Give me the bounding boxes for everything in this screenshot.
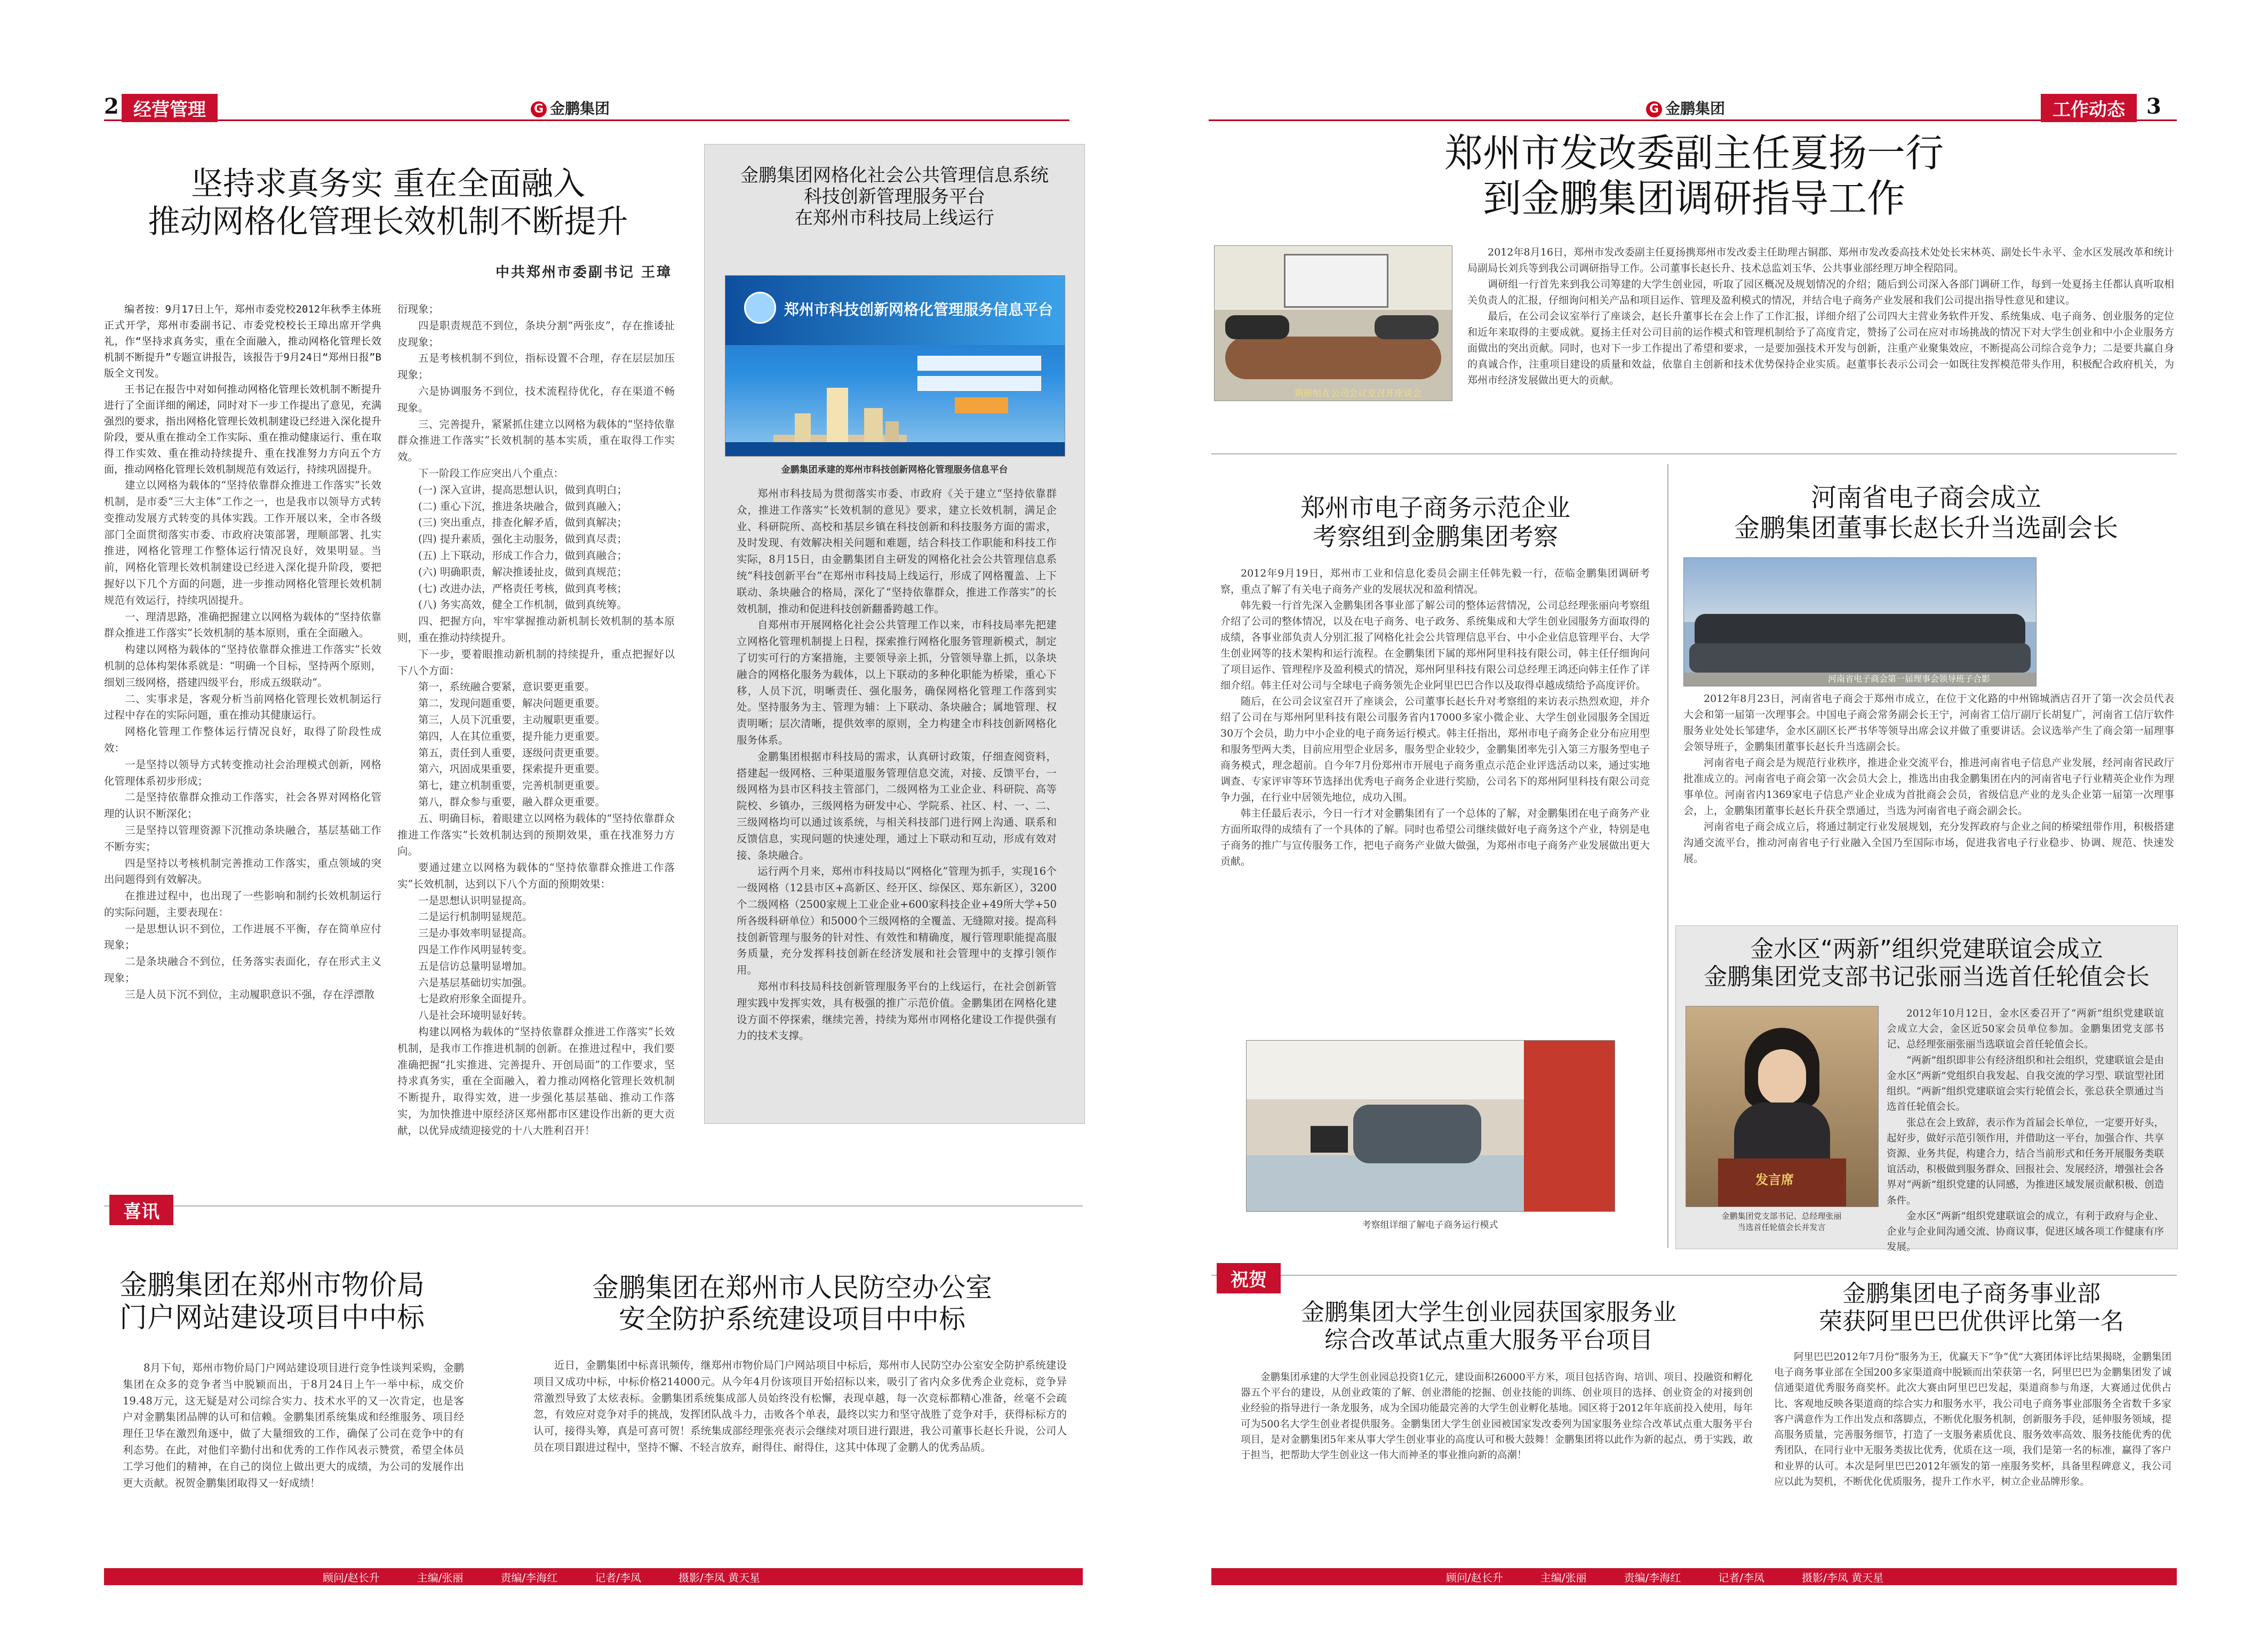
- zhuhe-a-body: [1241, 1370, 1753, 1556]
- ndrc-headline-line1: 郑州市发改委副主任夏扬一行: [1444, 131, 1944, 175]
- main-article-col2: [397, 301, 675, 1187]
- footer-credit: 主编/张丽: [417, 1571, 464, 1584]
- xixun-tag: 喜讯: [109, 1195, 173, 1225]
- main-headline-line2: 推动网格化管理长效机制不断提升: [148, 203, 628, 241]
- list2-item: 第七，建立机制重要，完善机制更重要。: [418, 779, 606, 792]
- ndrc-p2: 调研组一行首先来到我公司筹建的大学生创业园，听取了园区概况及规划情况的介绍；随后到公司深入各部门调研工作，每到一处夏扬主任都认真听取相关负责人的汇报，仔细询问相关产品和项目运作、管理及盈利模式的情况，并结合电子商务产业发展和我们公司提出指导性意见和建议。: [1467, 278, 2174, 307]
- ndrc-headline-line2: 到金鹏集团调研指导工作: [1482, 175, 1905, 221]
- main-p11: 在推进过程中，也出现了一些影响和制约长效机制运行的实际问题，主要表现在：: [104, 890, 381, 918]
- col2-p9: 五、明确目标，着眼建立以网格为载体的“坚持依靠群众推进工作落实”长效机制达到的预期效果，重在找准努力方向。: [397, 812, 675, 858]
- left-logo: [531, 97, 610, 118]
- list1-item: (六) 明确职责，解决推诿扯皮，做到真规范；: [418, 565, 627, 578]
- ndrc-p3: 最后，在公司会议室举行了座谈会，赵长升董事长在会上作了工作汇报，详细介绍了公司四大主营业务软件开发、系统集成、电子商务、创业服务的定位和近年来取得的主要成就。夏扬主任对公司目前的运作模式和管理机制给予了高度肯定，赞扬了公司在应对市场挑战的情况下对大学生创业和中小企业服务方面做出的突出贡献。同时，也对下一步工作提出了希望和要求，一是要加强技术开发与创新，注重产业聚集效应，不断提高公司综合竞争力；二是要共赢自身的真诚合作，注重项目建设的质量和效益，依靠自主创新和技术优势保持企业实质。赵董事长表示公司会一如既往发挥模范带头作用，积极配合政府机关，为郑州市经济发展做出更大的贡献。: [1467, 310, 2174, 387]
- zhuhe-b-headline-line2: 荣获阿里巴巴优供评比第一名: [1819, 1307, 2124, 1335]
- ndrc-headline: [1294, 131, 2094, 221]
- left-page-number: 2: [104, 94, 119, 119]
- right-page-number: 3: [2146, 94, 2161, 119]
- speaker-caption: [1686, 1210, 1878, 1233]
- left-logo-text: 金鹏集团: [550, 100, 610, 117]
- zhuhe-b-paragraph: 阿里巴巴2012年7月份“服务为王，优赢天下”争“优”大赛团体评比结果揭晓，金鹏集团电子商务事业部在全国200多家渠道商中脱颖而出荣获第一名，阿里巴巴为金鹏集团发了诚信通渠道优秀服务商奖杯。此次大赛由阿里巴巴发起，渠道商参与角逐，大赛通过优供占比、客观地反映各渠道商的综合实力和服务水平，我公司电子商务事业部服务全省数千多家客户满意作为工作出发点和落脚点，不断优化服务机制，创新服务手段，延伸服务领域，提高服务质量，完善服务细节，打造了一支服务素质优良、服务效率高效、服务技能优秀的优秀团队，在同行业中无服务类拔比优秀，优质在这一项，我们是第一名的标准，赢得了客户和业界的认可。本次是阿里巴巴2012年颁发的第一座服务奖杯，具备里程碑意义，我公司应以此为契机，不断优化优质服务，提升工作水平，树立企业品牌形象。: [1774, 1352, 2171, 1488]
- list1-item: (八) 务实高效，健全工作机制，做到真统筹。: [418, 598, 627, 611]
- list1-item: (七) 改进办法，严格责任考核，做到真考核；: [418, 582, 627, 595]
- ec-headline: [1217, 493, 1654, 552]
- footer-credit: 主编/张丽: [1540, 1571, 1587, 1584]
- list3-item: 四是工作作风明显转变。: [418, 944, 533, 956]
- list3-item: 一是思想认识明显提高。: [418, 894, 533, 907]
- editor-note: 编者按：9月17日上午，郑州市委党校2012年秋季主体班正式开学，郑州市委副书记、市委党校校长王璋出席开学典礼，作“坚持求真务实，重在全面融入，推动网格化管理长效机制不断提升”专题宣讲报告，该报告于9月24日“郑州日报”B版全文刊发。: [104, 303, 381, 380]
- col2-p1: 衍现象；: [397, 303, 440, 315]
- right-mid-rule: [1211, 453, 2177, 454]
- photo-speaker-body: [1734, 1102, 1830, 1161]
- right-logo: [1646, 97, 1725, 118]
- list2-item: 第四，人在其位重要，提升能力更重要。: [418, 730, 606, 742]
- sidebar-headline-line3: 在郑州市科技局上线运行: [795, 207, 994, 229]
- jinshui-p1: 2012年10月12日，金水区委召开了“两新”组织党建联谊会成立大会，金区近50家会员单位参加。金鹏集团党支部书记、总经理张丽张丽当选联谊会首任轮值会长。: [1887, 1008, 2164, 1051]
- screenshot-login-input: [917, 356, 1041, 371]
- list2-item: 第三，人员下沉重要，主动履职更重要。: [418, 713, 606, 726]
- ndrc-body: [1467, 244, 2174, 442]
- henan-p2: 河南省电子商会是为规范行业秩序，推进企业交流平台，推进河南省电子信息产业发展，经河南省民政厅批准成立的。河南省电子商会第一次会员大会上，推选出由我金鹏集团在内的河南省电子行业精英企业作为理事单位。河南省内1369家电子信息产业企业成为首批商会会员，省级信息产业的龙头企业第一届第一次理事会，上，金鹏集团董事长赵长升获全票通过，当选为河南省电子商会副会长。: [1683, 757, 2174, 817]
- logo-g-icon: G: [1646, 101, 1662, 117]
- jinshui-box: [1675, 925, 2178, 1253]
- jinshui-p3: 张总在会上致辞，表示作为首届会长单位，一定要开好头，起好步，做好示范引领作用，并借助这一平台，加强合作、共享资源、业务共促，构建合力，结合当前形式和任务开展服务类联谊活动，积极做到服务群众、回报社会、发展经济，增强社会各界对“两新”组织党建的认同感，为推进区域发展贡献积极、创造条件。: [1887, 1117, 2164, 1206]
- list2-item: 第一，系统融合要紧，意识要更重要。: [418, 681, 595, 693]
- col2-p2: 四是职责规范不到位，条块分割“两张皮”，存在推诿扯皮现象；: [397, 319, 675, 348]
- photo-attendees-left: [1225, 315, 1289, 339]
- main-headline-line1: 坚持求真务实 重在全面融入: [190, 165, 586, 203]
- col2-p10: 要通过建立以网格为载体的“坚持依靠群众推进工作落实”长效机制，达到以下八个方面的预期效果：: [397, 861, 675, 890]
- jinshui-p4: 金水区“两新”组织党建联谊会的成立，有利于政府与企业、企业与企业间沟通交流、协商议事，促进区域各项工作健康有序发展。: [1887, 1210, 2164, 1253]
- xixun-a-headline-line1: 金鹏集团在郑州市物价局: [119, 1269, 425, 1301]
- speaker-photo: [1686, 1006, 1879, 1207]
- grid-system-sidebar: [704, 144, 1085, 1124]
- henan-headline-line1: 河南省电子商会成立: [1810, 483, 2041, 513]
- jinshui-headline-line2: 金鹏集团党支部书记张丽当选首任轮值会长: [1704, 963, 2150, 990]
- ec-p2: 韩先毅一行首先深入金鹏集团各事业部了解公司的整体运营情况，公司总经理张丽向考察组介绍了公司的整体情况，以及在电子商务、电子政务、系统集成和大学生创业园服务方面取得的成绩，各事业部负责人分别汇报了网格化社会公共管理信息平台、中小企业信息管理平台、大学生创业网等的技术架构和运行流程。在金鹏集团下属的郑州阿里科技有限公司，韩主任仔细询问了项目运作、管理程序及盈利模式的情况，郑州阿里科技有限公司总经理王鸿还向韩主任作了详细介绍。韩主任对公司与全球电子商务领先企业阿里巴巴合作以及取得卓越成绩给予高度评价。: [1220, 600, 1650, 692]
- footer-credit: 记者/李凤: [1718, 1571, 1764, 1584]
- xixun-b-headline: [501, 1272, 1083, 1335]
- main-p12: 一是思想认识不到位，工作进展不平衡，存在简单应付现象；: [104, 922, 381, 952]
- footer-credit: 责编/李海红: [500, 1571, 558, 1584]
- right-logo-text: 金鹏集团: [1665, 100, 1726, 117]
- photo-screen: [1284, 254, 1388, 308]
- list1-item: (五) 上下联动，形成工作合力，做到真融合；: [418, 549, 627, 562]
- sidebar-p5: 郑州市科技局科技创新管理服务平台的上线运行，在社会创新管理实践中发挥实效，具有极强的推广示范价值。金鹏集团在网格化建设方面不停探索，继续完善，持续为郑州市网格化建设工作提供强有力的技术支撑。: [737, 980, 1057, 1042]
- henan-photo-caption: 河南省电子商会第一届理事会领导班子合影: [1828, 674, 1991, 684]
- henan-headline: [1675, 483, 2177, 543]
- footer-credit: 记者/李凤: [595, 1571, 641, 1584]
- photo-speaker-face: [1758, 1049, 1806, 1105]
- ec-p3: 随后，在公司会议室召开了座谈会，公司董事长赵长升对考察组的来访表示热烈欢迎，并介绍了公司在与郑州阿里科技有限公司服务省内17000多家小微企业、大学生创业园服务全国近30万个会员，助力中小企业的电子商务运行模式。韩主任指出，郑州市电子商务企业分布应用型和服务型两大类，目前应用型企业居多，服务型企业较少，金鹏集团率先引入第三方服务型电子商务模式，理念超前。自今年7月份郑州市开展电子商务重点示范企业评选活动以来，通过实地调查、专家评审等环节选择出优秀电子商务企业进行奖励，公司名下的郑州阿里科技有限公司竞争力强，在行业中居领先地位，成功入围。: [1220, 696, 1650, 804]
- sidebar-body: [737, 486, 1057, 1115]
- footer-credit: 顾问/赵长升: [1446, 1571, 1503, 1584]
- main-p8: 二是坚持依靠群众推动工作落实，社会各界对网格化管理的认识不断深化；: [104, 791, 381, 820]
- ndrc-p1: 2012年8月16日，郑州市发改委副主任夏扬携郑州市发改委主任助理古铜郡、郑州市发改委高技术处处长宋林英、副处长牛永平、金水区发展改革和统计局副局长刘兵等到我公司调研指导工作。公司董事长赵长升、技术总监刘玉华、公共事业部经理万坤全程陪同。: [1467, 246, 2174, 275]
- screenshot-title: 郑州市科技创新网格化管理服务信息平台: [784, 301, 1053, 318]
- list3-item: 五是信访总量明显增加。: [418, 960, 533, 972]
- col2-p4: 六是协调服务不到位，技术流程待优化，存在渠道不畅现象。: [397, 385, 675, 414]
- henan-p1: 2012年8月23日，河南省电子商会于郑州市成立，在位于文化路的中州锦城酒店召开了第一次会员代表大会和第一届第一次理事会。中国电子商会常务副会长王宁，河南省工信厅副厅长胡复广，河南省工信厅软件服务业处处长邹建华，金水区副区长严书华等领导出席会议并做了重要讲话。会议选举产生了商会第一届理事会领导班子，金鹏集团董事长赵长升当选副会长。: [1683, 693, 2174, 753]
- main-p4: 构建以网格为载体的“坚持依靠群众推进工作落实”长效机制的总体构架体系就是：“明确一个目标，坚持两个原则，细划三级网格，搭建四级平台，形成五级联动”。: [104, 643, 381, 689]
- right-section-tag: 工作动态: [2041, 94, 2137, 122]
- jinshui-headline-line1: 金水区“两新”组织党建联谊会成立: [1750, 936, 2103, 963]
- list2-item: 第二，发现问题重要，解决问题更重要。: [418, 697, 606, 710]
- list3-item: 七是政府形象全面提升。: [418, 993, 533, 1005]
- photo-building: [1684, 558, 2036, 622]
- list2-item: 第六，巩固成果重要，探索提升更重要。: [418, 763, 606, 776]
- jinshui-p2: “两新”组织即非公有经济组织和社会组织，党建联谊会是由金水区“两新”党组织自我发起、自我交流的学习型、联谊型社团组织。“两新”组织党建联谊会实行轮值会长，张总获全票通过当选首任轮值会长。: [1887, 1054, 2164, 1113]
- col2-p7: 四、把握方向，牢牢掌握推动新机制长效机制的基本原则，重在推动持续提升。: [397, 615, 675, 644]
- ec-p4: 韩主任最后表示，今日一行才对金鹏集团有了一个总体的了解，对金鹏集团在电子商务产业方面所取得的成绩有了一个具体的了解。同时也希望公司继续做好电子商务这个产业，特别是电子商务的推广与宣传服务工作，把电子商务产业做大做强，为郑州市电子商务产业发展做出更大贡献。: [1220, 808, 1650, 868]
- photo-table: [1225, 337, 1441, 379]
- photo-red-wall: [1524, 1041, 1615, 1211]
- zhuhe-rule: [1211, 1275, 2177, 1276]
- main-p9: 三是坚持以管理资源下沉推动条块融合，基层基础工作不断夯实；: [104, 824, 381, 853]
- main-p5: 二、实事求是，客观分析当前网格化管理长效机制运行过程中存在的实际问题，重在推动其健康运行。: [104, 692, 381, 722]
- photo-visitors: [1353, 1105, 1481, 1163]
- zhuhe-b-headline: [1766, 1280, 2177, 1336]
- col2-p5: 三、完善提升，紧紧抓住建立以网格为载体的“坚持依靠群众推进工作落实”长效机制的基本实质，重在取得工作实效。: [397, 418, 675, 464]
- photo-group-row2: [1689, 643, 2031, 673]
- zhuhe-tag: 祝贺: [1217, 1263, 1281, 1293]
- left-section-tag: 经营管理: [122, 94, 218, 122]
- jinshui-body: [1887, 1006, 2164, 1253]
- screenshot-login-button: [955, 397, 1008, 413]
- list1-item: (一) 深入宣讲，提高思想认识，做到真明白；: [418, 483, 627, 496]
- logo-g-icon: G: [531, 101, 547, 117]
- xixun-a-headline-line2: 门户网站建设项目中中标: [119, 1302, 425, 1335]
- ndrc-photo-caption: 调研组在公司会议室召开座谈会: [1295, 388, 1422, 399]
- ec-office-photo: [1246, 1040, 1615, 1212]
- henan-p3: 河南省电子商会成立后，将通过制定行业发展规划，充分发挥政府与企业之间的桥梁纽带作用，积极搭建沟通交流平台，推动河南省电子行业融入全国乃至国际市场，促进我省电子行业稳步、协调、规范、快速发展。: [1683, 821, 2174, 865]
- screenshot-password-input: [917, 376, 1041, 391]
- main-byline: 中共郑州市委副书记 王璋: [495, 265, 672, 281]
- col2-p3: 五是考核机制不到位，指标设置不合理，存在层层加压现象；: [397, 352, 675, 381]
- list1-item: (二) 重心下沉，推进条块融合，做到真融入；: [418, 500, 627, 513]
- henan-headline-line2: 金鹏集团董事长赵长升当选副会长: [1734, 513, 2118, 543]
- right-page: [1134, 0, 2268, 1638]
- xixun-b-headline-line1: 金鹏集团在郑州市人民防空办公室: [592, 1272, 992, 1303]
- zhuhe-a-headline-line2: 综合改革试点重大服务平台项目: [1324, 1326, 1653, 1354]
- henan-group-photo: [1683, 557, 2037, 686]
- zhuhe-a-headline: [1219, 1299, 1758, 1354]
- ec-body: [1220, 565, 1650, 1003]
- sidebar-p1: 郑州市科技局为贯彻落实市委、市政府《关于建立“坚持依靠群众，推进工作落实”长效机制的意见》要求，建立长效机制，满足企业、科研院所、高校和基层乡镇在科技创新和科技服务方面的需求，及时发现、有效解决相关问题和难题，结合科技工作职能和科技工作实际，8月15日，由金鹏集团自主研发的网格化社会公共管理信息系统“科技创新平台”在郑州市科技局上线运行，形成了网格覆盖、上下联动、条块融合的格局，深化了“坚持依靠群众，推进工作落实”的长效机制，推动和促进科技创新翻番跨越工作。: [737, 488, 1057, 615]
- main-p6: 网格化管理工作整体运行情况良好，取得了阶段性成效：: [104, 725, 381, 754]
- sidebar-p4: 运行两个月来，郑州市科技局以“网格化”管理为抓手，实现16个一级网格（12县市区+高新区、经开区、综保区、郑东新区），3200个二级网格（2500家规上工业企业+600家科技企业+49所大学+50所各级科研单位）和5000个三级网格的全覆盖、无缝隙对接。提高科技创新管理与服务的针对性、有效性和精确度，履行管理职能提高服务质量，充分发挥科技创新在经济发展和社会管理中的支撑引领作用。: [737, 865, 1057, 977]
- xixun-b-paragraph: 近日，金鹏集团中标喜讯频传，继郑州市物价局门户网站项目中标后，郑州市人民防空办公室安全防护系统建设项目又成功中标，中标价格214000元。从今年4月份该项目开始招标以来，吸引了省内众多优秀企业竞标，竞争异常激烈导致了太炫表标。金鹏集团系统集成部人员始终没有松懈，表现卓越，每一次竞标都精心准备，丝毫不会疏忽，有效应对竞争对手的挑战，发挥团队战斗力，击败各个单表，最终以实力和坚守战胜了竞争对手，获得标标方的认可，接得头筹，真是可喜可贺！系统集成部经理张亮表示会继续对项目进行跟进，我公司董事长赵长升说，公司人员在项目跟进过程中，坚持不懈、不轻言放弃，耐得住、耐得住，这其中体现了金鹏人的优秀品质。: [533, 1359, 1067, 1453]
- list1-item: (四) 提升素质，强化主动服务，做到真尽责；: [418, 533, 627, 546]
- list1-item: (三) 突出重点，排查化解矛盾，做到真解决；: [418, 516, 627, 529]
- list2-item: 第五，责任到人重要，逐级问责更重要。: [418, 746, 606, 759]
- footer-credit: 摄影/李凤 黄天星: [678, 1571, 761, 1584]
- main-p13: 二是条块融合不到位，任务落实表面化，存在形式主义现象；: [104, 955, 381, 985]
- xixun-a-paragraph: 8月下旬，郑州市物价局门户网站建设项目进行竞争性谈判采购，金鹏集团在众多的竞争者当中脱颖而出，于8月24日上午一举中标，成交价19.48万元，这无疑是对公司综合实力、技术水平的又一次肯定，也是客户对金鹏集团品牌的认可和信赖。金鹏集团系统集成和经维服务、项目经理任卫华在激烈角逐中，做了大量细致的工作，确保了公司在竞争中的有利态势。在此，对他们辛勤付出和优秀的工作作风表示赞赏，希望全体员工学习他们的精神，在自己的岗位上做出更大的成绩，为公司的发展作出更大贡献。祝贺金鹏集团取得又一好成绩！: [123, 1362, 464, 1489]
- list3-item: 六是基层基础切实加强。: [418, 976, 533, 989]
- main-p2: 建立以网格为载体的“坚持依靠群众推进工作落实”长效机制，是市委“三大主体”工作之一，也是我市以领导方式转变推动发展方式转变的具体实践。工作开展以来，全市各级部门全面贯彻落实市委、市政府决策部署，理顺部署、扎实推进，网格化管理工作整体运行情况良好，效果明显。当前，网格化管理长效机制建设已经进入深化提升阶段，要把握好以下几个方面的问题，进一步推动网格化管理长效机制规范有效运行，持续巩固提升。: [104, 479, 381, 606]
- sidebar-p2: 自郑州市开展网格化社会公共管理工作以来，市科技局率先把建立网格化管理机制提上日程，探索推行网格化服务管理新模式，制定了切实可行的方案措施，主要领导亲上抓，分管领导靠上抓，以条块融合的网格化服务为载体，以上下联动的多种化职能为桥梁，重心下移，人员下沉，明晰责任、强化服务，确保网格化管理工作落到实处。坚持服务为主、管理为辅：上下联动、条块融合；属地管理、权责明晰；层次清晰，提供效率的原则，全力构建全市科技创新网格化服务体系。: [737, 619, 1057, 746]
- sidebar-p3: 金鹏集团根据市科技局的需求，认真研讨政策，仔细查阅资料，搭建起一级网格、三种渠道服务管理信息交流，对接、反馈平台，一级网格为县市区科技主管部门，二级网格为工业企业、科研院、高等院校、乡镇办，三级网格为研发中心、学院系、社区、村、一、二、三级网格均可以通过该系统，与相关科技部门进行网上沟通、联系和反馈信息，实现问题的快速处理，通过上下联动和互动，形成有效对接、条块融合。: [737, 750, 1057, 861]
- list2-item: 第八，群众参与重要，融入群众更重要。: [418, 795, 606, 808]
- screenshot-footer-bar: [725, 442, 1065, 456]
- list3-item: 八是社会环境明显好转。: [418, 1009, 533, 1022]
- footer-credit: 顾问/赵长升: [323, 1571, 380, 1584]
- xixun-a-body: [123, 1360, 464, 1552]
- main-p7: 一是坚持以领导方式转变推动社会治理模式创新，网格化管理体系初步形成；: [104, 758, 381, 787]
- col2-p8: 下一步，要着眼推动新机制的持续提升，重点把握好以下八个方面：: [397, 648, 675, 677]
- sidebar-headline: [705, 165, 1084, 229]
- platform-screenshot: [725, 275, 1065, 457]
- zhuhe-b-body: [1774, 1349, 2171, 1557]
- left-footer-bar: [104, 1568, 1083, 1585]
- main-p1: 王书记在报告中对如何推动网格化管理长效机制不断提升进行了全面详细的阐述，同时对下一步工作提出了意见，充满强烈的要求，指出网格化管理长效机制建设已经进入深化提升阶段，要从重在推动全工作实际、重在推动健康运行、重在取得工作实效、重在推动持续提升、重在找准努力方向五个方面，推动网格化管理长效机制规范有效运行，持续巩固提升。: [104, 383, 381, 476]
- footer-credit: 责编/李海红: [1624, 1571, 1681, 1584]
- ec-p1: 2012年9月19日，郑州市工业和信息化委员会副主任韩先毅一行，莅临金鹏集团调研考察，重点了解了有关电子商务产业的发展状况和盈利情况。: [1220, 568, 1650, 596]
- ndrc-meeting-photo: [1214, 245, 1452, 401]
- sidebar-headline-line1: 金鹏集团网格化社会公共管理信息系统: [740, 165, 1049, 186]
- ec-photo-caption: 考察组详细了解电子商务运行模式: [1362, 1220, 1498, 1231]
- photo-monitor: [1311, 1126, 1348, 1153]
- xixun-rule: [104, 1205, 1083, 1206]
- screenshot-logo-icon: [744, 292, 776, 324]
- zhuhe-b-headline-line1: 金鹏集团电子商务事业部: [1842, 1280, 2101, 1307]
- col2-p6: 下一阶段工作应突出八个重点：: [418, 467, 564, 480]
- main-p10: 四是坚持以考核机制完善推动工作落实，重点领域的突出问题得到有效解决。: [104, 857, 381, 886]
- right-footer-bar: [1211, 1568, 2177, 1585]
- sidebar-headline-line2: 科技创新管理服务平台: [804, 186, 985, 208]
- speaker-caption-line1: 金鹏集团党支部书记、总经理张丽: [1721, 1211, 1842, 1221]
- ec-headline-line1: 郑州市电子商务示范企业: [1300, 493, 1570, 522]
- xixun-b-headline-line2: 安全防护系统建设项目中中标: [619, 1304, 965, 1335]
- main-headline: [104, 165, 672, 241]
- zhuhe-a-paragraph: 金鹏集团承建的大学生创业园总投资1亿元，建设面积26000平方米，项目包括咨询、培训、项目、投融资和孵化器五个平台的建设，从创业政策的了解、创业潜能的挖掘、创业技能的训练、创业项目的选择、创业资金的对接到创业经验的指导进行一条龙服务，成为全国功能最完善的大学生创业孵化基地。园区将于2012年年底前投入使用，每年可为500名大学生创业者提供服务。金鹏集团大学生创业园被国家发改委列为国家服务业综合改革试点重大服务平台项目，是对金鹏集团5年来从事大学生创业事业的高度认可和极大鼓舞！金鹏集团将以此作为新的起点，勇于实践，敢于担当，把帮助大学生创业这一伟大而神圣的事业推向新的高潮！: [1241, 1372, 1753, 1461]
- list3-item: 三是办事效率明显提高。: [418, 927, 533, 940]
- jinshui-headline: [1676, 936, 2177, 991]
- henan-body: [1683, 691, 2174, 925]
- xixun-a-headline: [104, 1269, 440, 1335]
- zhuhe-a-headline-line1: 金鹏集团大学生创业园获国家服务业: [1301, 1299, 1676, 1326]
- list3-item: 二是运行机制明显规范。: [418, 910, 533, 923]
- ec-headline-line2: 考察组到金鹏集团考察: [1313, 522, 1558, 552]
- screenshot-caption: 金鹏集团承建的郑州市科技创新网格化管理服务信息平台: [781, 465, 1008, 475]
- xixun-b-body: [533, 1357, 1067, 1555]
- photo-attendees-right: [1375, 315, 1439, 339]
- main-p3: 一、理清思路，准确把握建立以网格为载体的“坚持依靠群众推进工作落实”长效机制的基本原则，重在全面融入。: [104, 610, 381, 640]
- main-article-col1: [104, 301, 381, 1187]
- photo-podium-sign: 发言席: [1755, 1172, 1794, 1187]
- speaker-caption-line2: 当选首任轮值会长并发言: [1737, 1222, 1826, 1232]
- main-p14: 三是人员下沉不到位，主动履职意识不强，存在浮漂散: [125, 988, 375, 1001]
- photo-desks: [1247, 1155, 1524, 1211]
- footer-credit: 摄影/李凤 黄天星: [1802, 1571, 1884, 1584]
- right-column-divider: [1667, 464, 1668, 1248]
- col2-p11: 构建以网格为载体的“坚持依靠群众推进工作落实”长效机制，是我市工作推进机制的创新。在推进过程中，我们要准确把握“扎实推进、完善提升、开创局面”的工作要求，坚持求真务实，重在全面融入，着力推动网格化管理长效机制不断提升，取得实效，进一步强化基层基础、推动工作落实，为加快推进中原经济区郑州都市区建设作出新的更大贡献，以优异成绩迎接党的十八大胜利召开！: [397, 1026, 675, 1137]
